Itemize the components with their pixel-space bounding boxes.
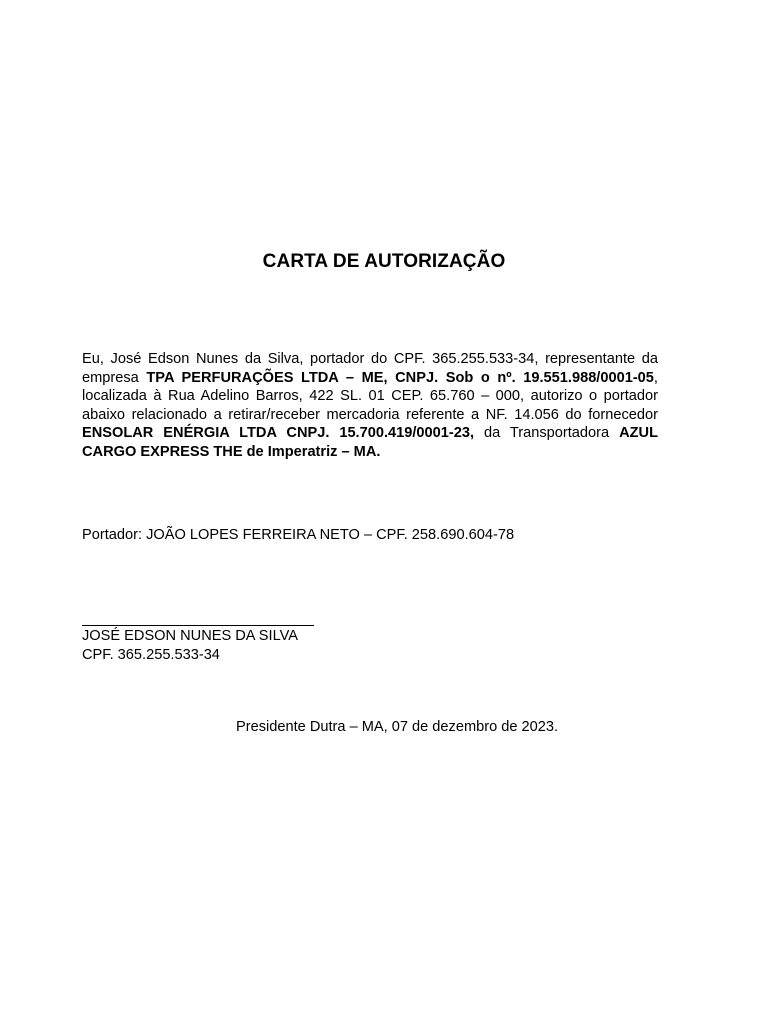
signature-line bbox=[82, 625, 314, 626]
paragraph-text-intro: Eu, José Edson Nunes da Silva, portador do CPF. 365.255.533-34, representante da empresa bbox=[82, 351, 658, 386]
bearer-line: Portador: JOÃO LOPES FERREIRA NETO – CPF. 258.690.604-78 bbox=[82, 527, 515, 543]
company-identification: TPA PERFURAÇÕES LTDA – ME, CNPJ. Sob o nº. 19.551.988/0001-05 bbox=[146, 369, 654, 386]
signer-name: JOSÉ EDSON NUNES DA SILVA bbox=[82, 628, 298, 644]
authorization-paragraph bbox=[82, 350, 658, 462]
supplier-identification: ENSOLAR ENÉRGIA LTDA CNPJ. 15.700.419/0001-23, bbox=[82, 425, 475, 442]
place-and-date: Presidente Dutra – MA, 07 de dezembro de 2023. bbox=[236, 719, 559, 735]
signer-cpf: CPF. 365.255.533-34 bbox=[82, 647, 220, 663]
paragraph-text-carrier-prefix: da Transportadora bbox=[474, 425, 620, 442]
carrier-identification: AZUL CARGO EXPRESS THE de Imperatriz – MA. bbox=[82, 425, 658, 460]
document-title: CARTA DE AUTORIZAÇÃO bbox=[262, 251, 506, 272]
paragraph-text-address: , localizada à Rua Adelino Barros, 422 SL. 01 CEP. 65.760 – 000, autorizo o portador abaixo relacionado a retirar/receber mercadoria referente a NF. 14.056 do fornecedor bbox=[82, 369, 658, 423]
